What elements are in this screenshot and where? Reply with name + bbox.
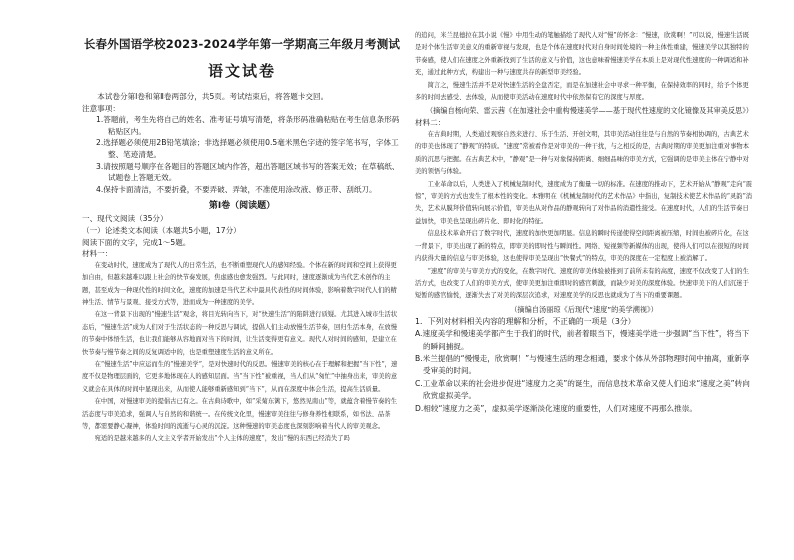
source-citation-1: （摘编自杨向荣、雷云茜《在加速社会中重构慢速美学——基于现代性速度的文化镜像及其审美反思》） (425, 106, 753, 116)
material1-continued: 简言之，慢速生活并不是对快速生活的全盘否定，而是在加速社会中寻求一种平衡，在保持效率的同时，给予个体更多的时间去感受、去体验，从而使审美活动在速度时代中依然保有它的深度与厚度。 (415, 81, 749, 102)
material1-paragraph: 在这一背景下出现的“慢速生活”观念，将目光转向当下，对“快速生活”的陷阱进行质疑。尤其进入城市生活状态后，“慢速生活”成为人们对于生活状态的一种反思与调试，提倡人们主动放慢生活节奏，回归生活本身，在放慢的节奏中体悟生活，也让我们能够从容地面对当下的时间，让生活变得更有意义。现代人对时间的感知，是建立在快节奏与慢节奏之间的反复调适中的，也是重塑速度生活的意义所在。 (82, 311, 398, 356)
material2-label: 材料二： (415, 118, 446, 128)
section-heading: 一、现代文阅读（35分） (82, 214, 168, 224)
material1-paragraph: 在“慢速生活”中应运而生的“慢速美学”，是对快速时代的反思。慢速审美的核心在于理解和把握“当下性”，速度不仅是物理层面的，它更多地体现在人的感知层面。当“当下性”被重视，当人们从“匆忙”中抽身出来，审美的意义就会在具体的时间中显现出来，从而使人能够重新感知到“当下”，从而在深度中体会生活，提高生活质量。 (82, 360, 398, 393)
question-1-option-d: D.相较“速度力之美”，虚拟美学逐渐淡化速度的重要性，人们对速度不再那么推崇。 (415, 403, 697, 413)
notice-item: 3.请按照题号顺序在各题目的答题区域内作答，超出答题区域书写的答案无效；在草稿纸、试题卷上答题无效。 (96, 161, 400, 183)
notice-item: 1.答题前，考生先将自己的姓名、准考证号填写清楚，将条形码准确粘贴在考生信息条形码粘贴区内。 (96, 115, 400, 136)
material1-paragraph: 在变动时代，速度成为了现代人的日常生活，也不断重塑现代人的感知经验。个体在新的时间和空间上获得更加自由，但越来越难以跟上社会的快节奏发展，焦虑感也愈发强烈。与此同时，速度逐渐成为当代艺术创作的主题，甚至成为一种现代性的时间文化，速度的加速是当代艺术中最具代表性的时间体验，影响着数字时代人们的精神生活、情节与景观、接受方式等，进而成为一种速度的美学。 (82, 261, 397, 306)
read-instruction: 阅读下面的文字，完成1～5题。 (82, 237, 191, 247)
material1-paragraph: 在中国，对慢速审美的提倡古已有之。在古典诗歌中，如“采菊东篱下，悠然见南山”等，就蕴含着慢节奏的生活态度与审美追求，强调人与自然的和谐统一。在传统文化里，慢速审美往往与修身养性相联系，如书法、品茶等，都需要静心凝神，体验时间的流逝与心灵的沉淀。这种慢速的审美态度也深刻影响着当代人的审美观念。 (82, 398, 397, 430)
material2-paragraph: 在古典时期，人类通过观察自然来进行、乐于生活、开创文明，其审美活动往往是与自然的节奏相协调的，古典艺术的审美也体现了“静观”的特质。“速度”常被看作是对审美的一种干扰，与之相反的是，古典时期的审美更加注重对事物本质的沉思与把握。在古典艺术中，“静观”是一种与对象保持距离、细细品味的审美方式，它强调的是审美主体在宁静中对美的领悟与体验。 (415, 131, 750, 176)
question-1-option-c: C.工业革命以来的社会进步促进“速度力之美”的诞生，而信息技术革命又使人们追求“速度之美”转向欣赏虚拟美学。 (415, 378, 750, 401)
left-column (82, 0, 402, 560)
question-1-option-b: B.米兰提倡的“慢慢走，欣赏啊！”与慢速生活的理念相通，要求个体从外部物理时间中抽离，重新享受审美的时间。 (415, 353, 750, 376)
notice-item: 2.选择题必须使用2B铅笔填涂；非选择题必须使用0.5毫米黑色字迹的签字笔书写，字体工整、笔迹清楚。 (96, 138, 399, 159)
notice-heading: 注意事项： (82, 103, 120, 113)
material2-paragraph: “速度”的审美与审美方式的变化，在数字时代、速度的审美体验被推到了前所未有的高度，速度不仅改变了人们的生活方式，也改变了人们的审美方式，使审美更加注重即时的感官刺激，而缺少对美的深度体验。快速审美下的人们沉迷于短暂的感官愉悦，逐渐失去了对美的深层次追求，对速度美学的反思也就成为了当下的重要课题。 (415, 267, 749, 300)
material1-continued: 的追问，米兰昆德拉在其小说《慢》中用生动的笔触描绘了现代人对“慢”的怀念：“慢速，欣赏啊！”可以说，慢速生活既是对个体生活审美意义的重新审视与发现，也是个体在速度时代对自身时间处境的一种主体性重建，慢速美学以其独特的节奏感，使人们在速度之外重新找到了生活的意义与价值，这也意味着慢速美学在本质上是对现代性速度的一种调适和补充，通过此种方式，构建出一种与速度共存的新型审美经验。 (415, 32, 750, 77)
question-1-option-a: A.速度美学和慢速美学都产生于我们的时代，前者着眼当下，慢速美学进一步强调“当下性”，将当下的瞬间捕捉。 (415, 329, 750, 351)
material1-paragraph: 宛适的是越来越多的人文主义学者开始发出“个人主体的速度”，发出“慢的东西已经消失了吗 (94, 435, 350, 443)
subject-title: 语文试卷 (207, 62, 276, 80)
section-subheading: （一）论述类文本阅读（本题共5小题，17分） (82, 225, 241, 235)
material1-label: 材料一： (82, 249, 113, 259)
notice-item: 4.保持卡面清洁，不要折叠，不要弄破、弄皱，不准使用涂改液、修正带、刮纸刀。 (96, 184, 377, 194)
question-1: 1．下列对材料相关内容的理解和分析，不正确的一项是（3分） (415, 316, 636, 326)
source-citation-2: （摘编自汤丽琼《后现代“速度”的美学溯视》） (510, 304, 658, 314)
part1-title: 第Ⅰ卷（阅读题） (208, 201, 276, 212)
intro-text: 本试卷分第Ⅰ卷和第Ⅱ卷两部分，共5页。考试结束后，将答题卡交回。 (97, 92, 329, 101)
material2-paragraph: 信息技术革命开启了数字时代，速度的加快更加明显。信息的瞬时传递使得空间距离被压缩，时间也被碎片化，在这一背景下，审美出现了新的特点，即审美的即时性与瞬间性。网络、短视频等新媒体的出现，使得人们可以在很短的时间内获得大量的信息与审美体验，这也使得审美呈现出“快餐式”的特点，审美的深度在一定程度上被消解了。 (415, 230, 749, 263)
exam-title: 长春外国语学校2023-2024学年第一学期高三年级月考测试 (83, 37, 401, 51)
material2-paragraph: 工业革命以后，人类进入了机械复制时代，速度成为了衡量一切的标准。在速度的推动下，艺术开始从“静观”走向“震惊”，审美的方式也发生了根本性的变化。本雅明在《机械复制时代的艺术作品》中指出，复制技术使艺术作品的“灵韵”消失，艺术从膜拜价值转向展示价值，审美也从对作品的静观转向了对作品的消遣性接受。在速度时代，人们的生活节奏日益加快，审美也呈现出碎片化、即时化的特征。 (415, 180, 753, 225)
right-column (415, 0, 753, 560)
